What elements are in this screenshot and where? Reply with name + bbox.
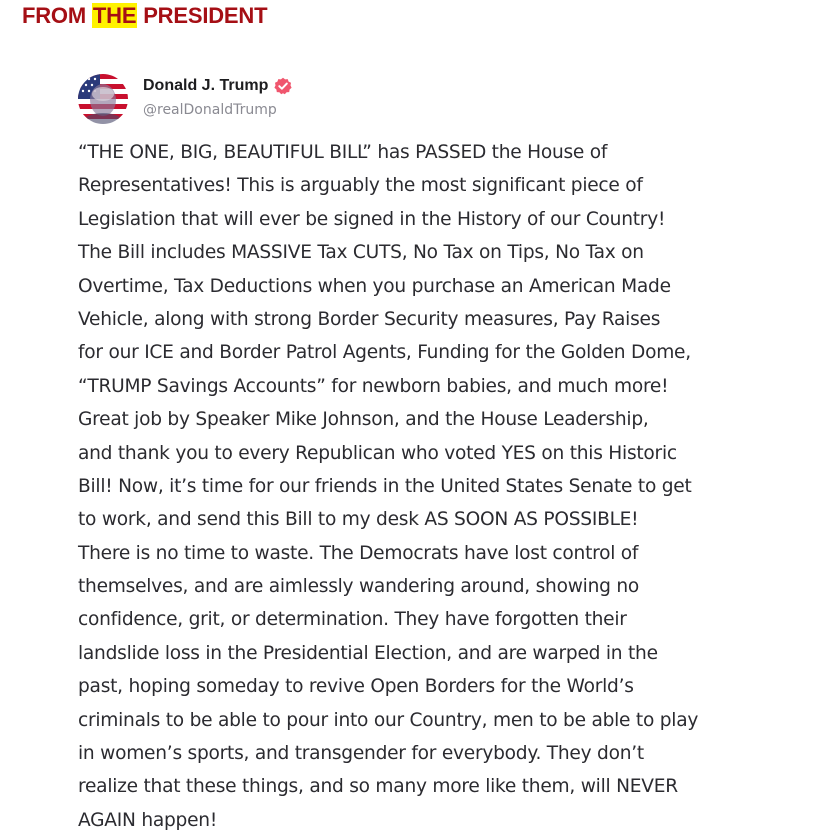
post-line: Representatives! This is arguably the most significant piece of — [78, 175, 643, 197]
avatar[interactable] — [78, 74, 128, 124]
post-line: Great job by Speaker Mike Johnson, and the House Leadership, — [78, 409, 649, 431]
post-line: and thank you to every Republican who voted YES on this Historic — [78, 442, 677, 464]
post-line: “TRUMP Savings Accounts” for newborn babies, and much more! — [78, 375, 669, 397]
post-line: AGAIN happen! — [78, 809, 218, 831]
header-highlight: THE — [92, 3, 137, 28]
post-line: themselves, and are aimlessly wandering around, showing no — [78, 576, 639, 598]
verified-badge-icon — [274, 77, 292, 95]
post-line: The Bill includes MASSIVE Tax CUTS, No Tax on Tips, No Tax on — [78, 242, 644, 264]
post-line: Legislation that will ever be signed in the History of our Country! — [78, 208, 666, 230]
author-handle[interactable]: @realDonaldTrump — [143, 102, 277, 118]
post-line: confidence, grit, or determination. They have forgotten their — [78, 609, 627, 631]
post-line: in women’s sports, and transgender for everybody. They don’t — [78, 743, 644, 765]
post-line: landslide loss in the Presidential Election, and are warped in the — [78, 642, 658, 664]
section-header — [22, 2, 267, 30]
header-suffix: PRESIDENT — [137, 3, 268, 28]
post-line: Vehicle, along with strong Border Security measures, Pay Raises — [78, 308, 661, 330]
post-line: realize that these things, and so many more like them, will NEVER — [78, 776, 678, 798]
post-line: Overtime, Tax Deductions when you purchase an American Made — [78, 275, 671, 297]
avatar-flag-portrait-icon — [78, 74, 128, 124]
post-body — [78, 136, 818, 837]
post-line: to work, and send this Bill to my desk AS SOON AS POSSIBLE! — [78, 509, 639, 531]
post-line: “THE ONE, BIG, BEAUTIFUL BILL” has PASSED the House of — [78, 142, 608, 163]
header-prefix: FROM — [22, 3, 92, 28]
author-name[interactable]: Donald J. Trump — [143, 77, 269, 94]
post-line: criminals to be able to pour into our Country, men to be able to play — [78, 709, 699, 731]
author-block — [143, 75, 292, 119]
post-line: past, hoping someday to revive Open Borders for the World’s — [78, 676, 634, 698]
post-line: Bill! Now, it’s time for our friends in the United States Senate to get — [78, 475, 692, 497]
post-line: There is no time to waste. The Democrats have lost control of — [78, 542, 639, 564]
post-line: for our ICE and Border Patrol Agents, Funding for the Golden Dome, — [78, 342, 691, 364]
